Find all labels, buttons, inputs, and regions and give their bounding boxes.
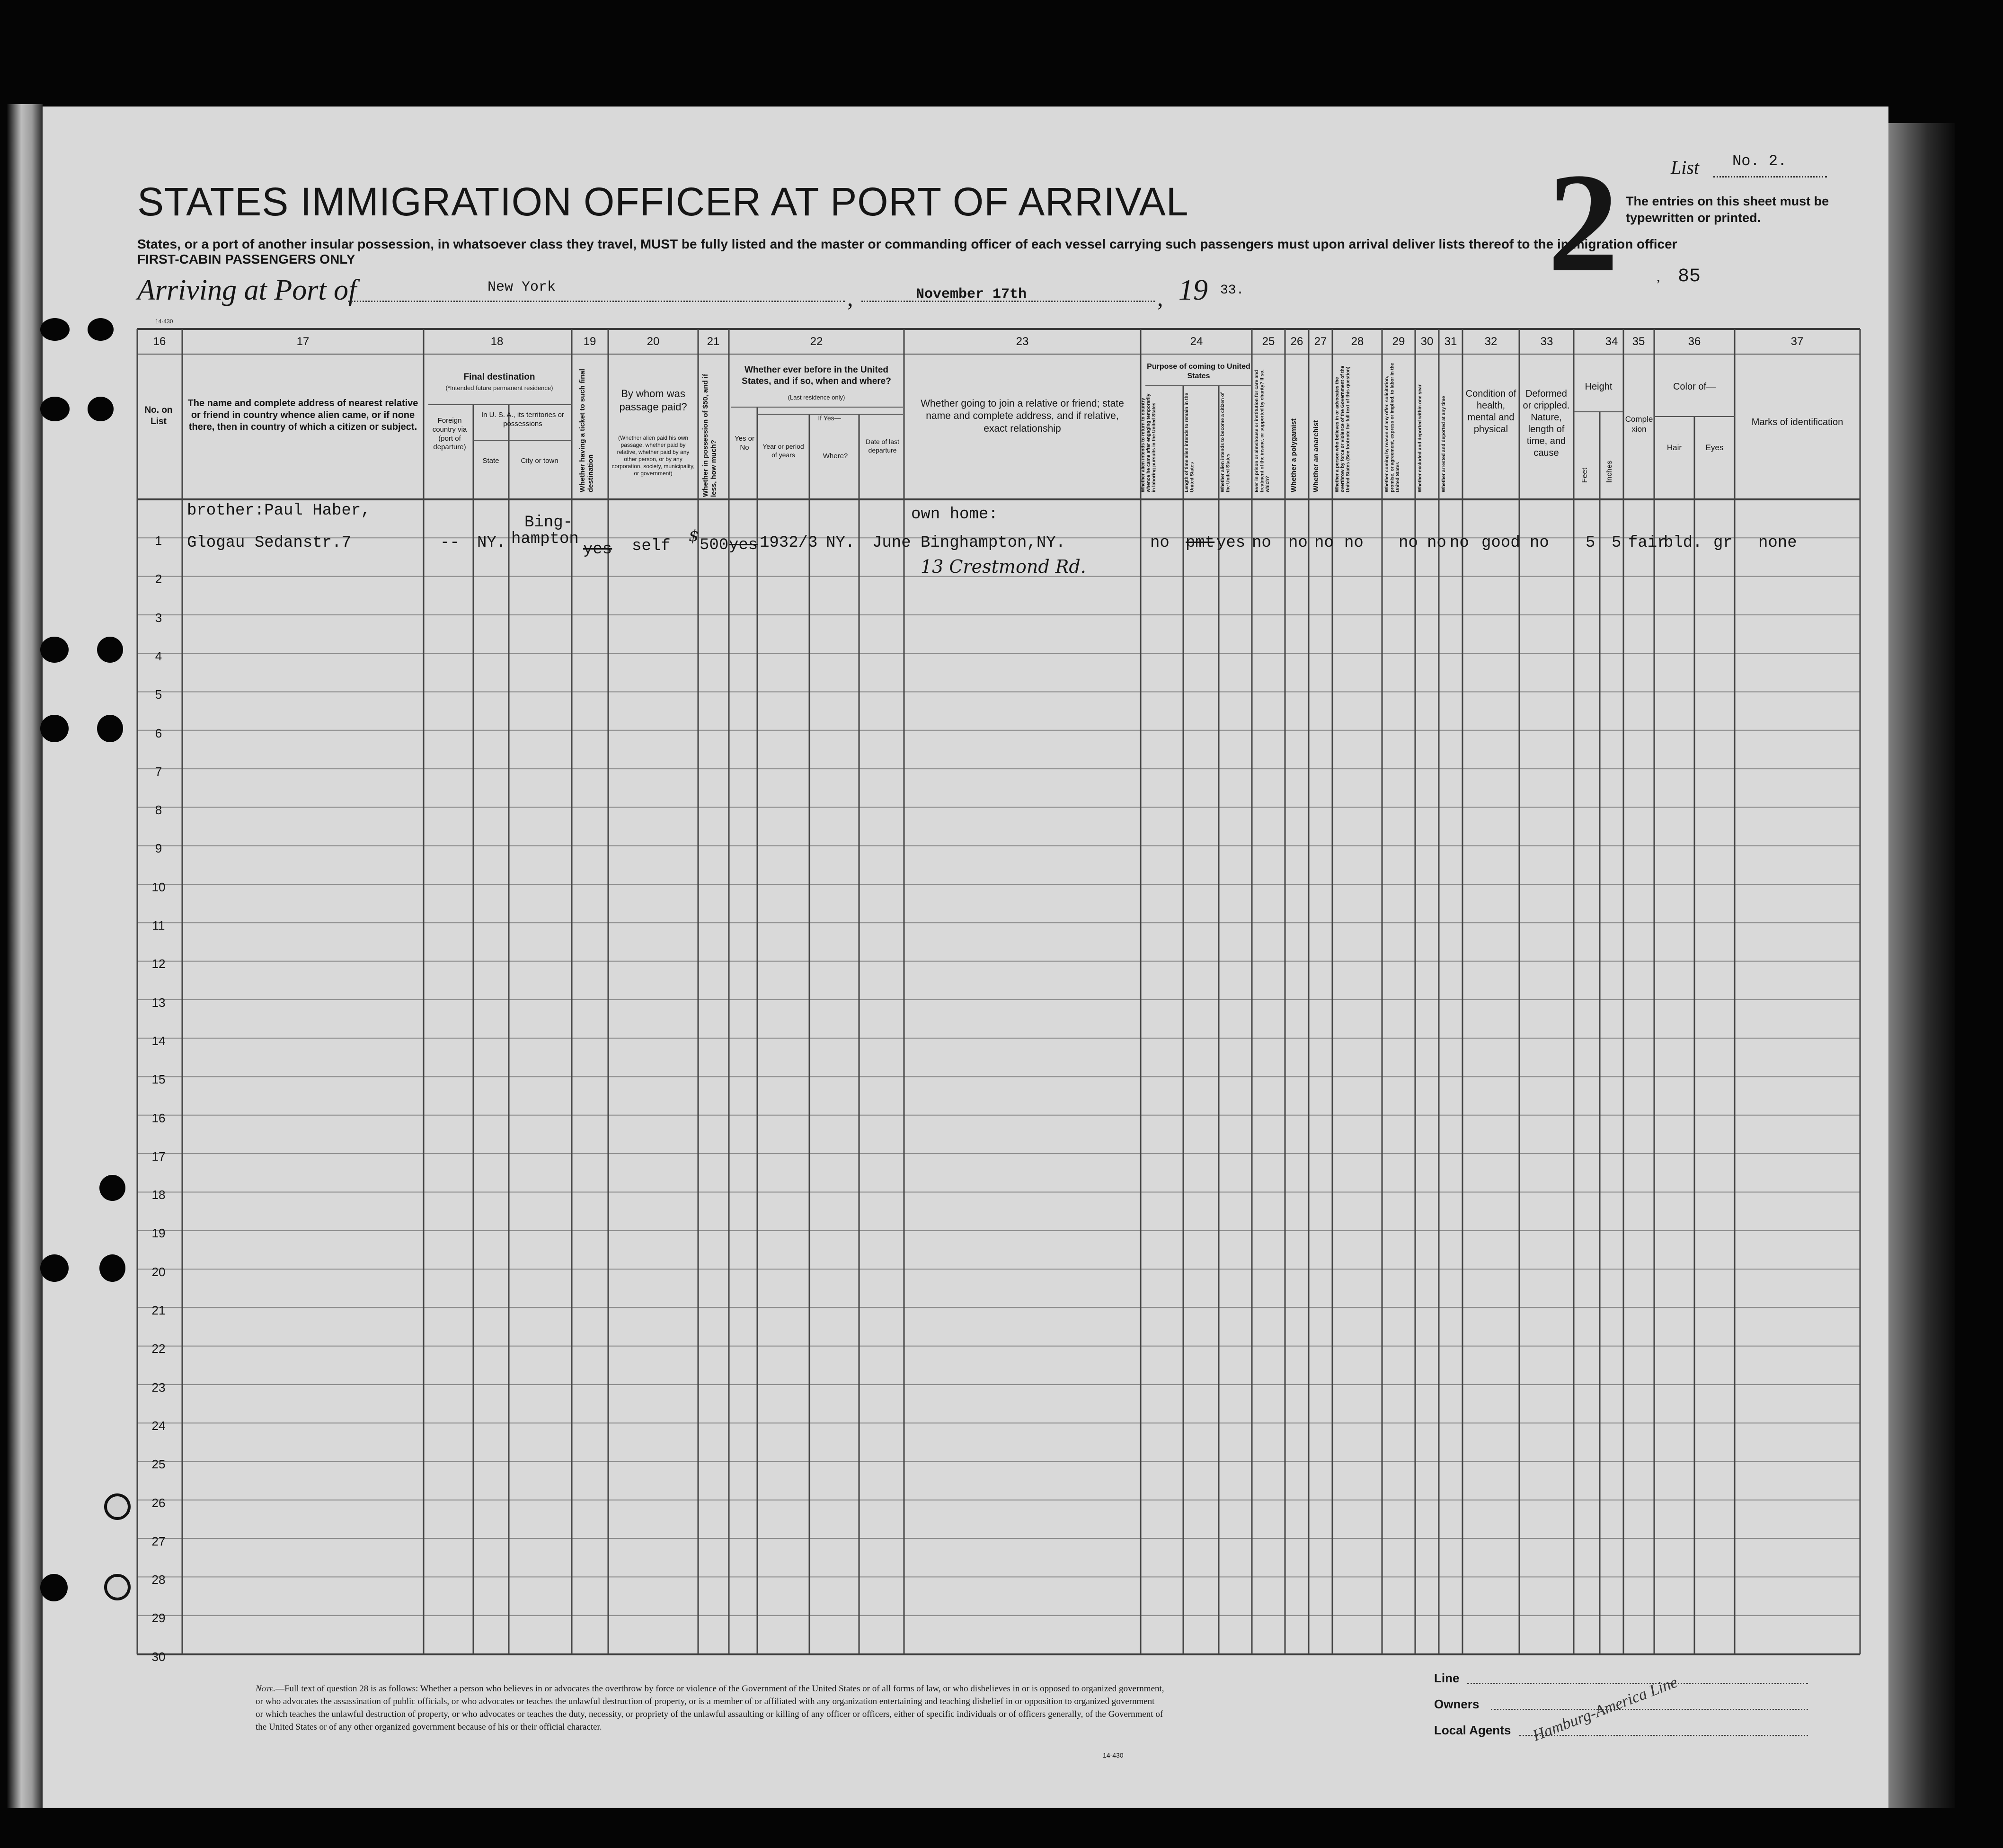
header-money: Whether in possession of $50, and if less, how much? bbox=[701, 373, 718, 497]
arriving-label: Arriving at Port of bbox=[137, 274, 357, 306]
entry-join-line1: own home: bbox=[911, 506, 998, 524]
row-number: 9 bbox=[155, 841, 162, 856]
entry-deformed: no bbox=[1530, 534, 1549, 552]
header-passage-paid: By whom was passage paid? bbox=[619, 388, 687, 413]
row-number: 28 bbox=[151, 1573, 166, 1587]
column-number: 19 bbox=[583, 335, 596, 348]
entry-state: NY. bbox=[477, 534, 506, 552]
entry-health: good bbox=[1481, 534, 1520, 552]
header-yes-no: Yes or No bbox=[735, 435, 754, 452]
row-number: 27 bbox=[151, 1534, 166, 1548]
header-prison: Ever in prison or almshouse or institution for care and treatment of the insane, or supported by charity? If so, which? bbox=[1254, 369, 1270, 492]
row-number: 7 bbox=[155, 764, 162, 779]
entry-inches: 5 bbox=[1612, 534, 1622, 552]
header-anarchist: Whether an anarchist bbox=[1312, 420, 1320, 492]
comma-mark: , bbox=[1657, 269, 1660, 284]
entry-foreign-country: -- bbox=[440, 534, 460, 552]
list-value: No. 2. bbox=[1732, 152, 1787, 170]
column-number: 28 bbox=[1351, 335, 1364, 348]
form-code: 14-430 bbox=[155, 318, 173, 325]
header-deformed: Deformed or crippled. Nature, length of time, and cause bbox=[1523, 389, 1570, 458]
column-number: 24 bbox=[1190, 335, 1203, 348]
header-marks: Marks of identification bbox=[1751, 417, 1843, 427]
column-number: 16 bbox=[153, 335, 166, 348]
entry-overthrow: no bbox=[1344, 534, 1364, 552]
entry-length: pmt bbox=[1186, 534, 1215, 552]
entry-citizen: yes bbox=[1216, 534, 1246, 552]
header-period: Year or period of years bbox=[762, 443, 804, 459]
row-number: 5 bbox=[155, 687, 162, 702]
entry-money: 500 bbox=[700, 536, 729, 554]
header-feet: Feet bbox=[1581, 467, 1589, 483]
port-value: New York bbox=[487, 279, 556, 295]
line-field bbox=[1467, 1683, 1808, 1684]
list-label: List bbox=[1671, 157, 1700, 178]
entry-polygamist: no bbox=[1288, 534, 1308, 552]
column-number: 17 bbox=[296, 335, 310, 348]
column-number: 36 bbox=[1688, 335, 1701, 348]
note-text: —Full text of question 28 is as follows: Whether a person who believes in or advocates the overthrow by force or violence of the Government of the United States or of all forms of law, or who disbelieves in or is opposed to organized government, or who advocates the assassination of public officials, or who advocates or teaches the unlawful destruction of property, or is a member of or affiliated with any organization entertaining and teaching disbelief in or opposition to organized government or which teaches the unlawful destruction of property, or who advocates or teaches the duty, necessity, or propriety of the unlawful assaulting or killing of any officer or officers, either of specific individuals or of officers generally, of the Government of the United States or of any other organized government because of his or their official character. bbox=[256, 1684, 1164, 1732]
header-purpose: Purpose of coming to United States bbox=[1147, 363, 1250, 380]
entry-arrested: no bbox=[1450, 534, 1469, 552]
row-number: 22 bbox=[151, 1342, 166, 1356]
owners-field bbox=[1491, 1709, 1808, 1710]
header-class: FIRST-CABIN PASSENGERS ONLY bbox=[137, 252, 355, 267]
header-excluded: Whether excluded and deported within one year bbox=[1418, 384, 1423, 492]
entry-departure: June bbox=[872, 534, 911, 552]
header-ever-in-us: Whether ever before in the United States, and if so, when and where? bbox=[742, 365, 891, 386]
row-number: 3 bbox=[155, 610, 162, 625]
footer-form-code: 14-430 bbox=[1103, 1751, 1124, 1759]
header-purpose-length: Length of time alien intends to remain in the United States bbox=[1184, 392, 1195, 492]
entry-anarchist: no bbox=[1314, 534, 1334, 552]
entry-relative-line1: brother:Paul Haber, bbox=[187, 502, 371, 520]
entry-complexion: fair bbox=[1628, 534, 1667, 552]
line-label: Line bbox=[1434, 1671, 1460, 1685]
entry-join-line2: Binghampton,NY. bbox=[921, 534, 1066, 552]
column-number: 27 bbox=[1314, 335, 1327, 348]
column-number: 23 bbox=[1016, 335, 1029, 348]
header-offer: Whether coming by reason of any offer, solicitation, promise, or agreement, express or implied, to labor in the United States bbox=[1384, 363, 1400, 492]
header-complexion: Complexion bbox=[1625, 415, 1653, 434]
header-color-of: Color of— bbox=[1673, 382, 1716, 392]
header-final-destination: Final destination bbox=[463, 372, 535, 382]
entry-city-line1: Bing- bbox=[524, 514, 573, 532]
entry-return-home: no bbox=[1150, 534, 1170, 552]
header-foreign-country: Foreign country via (port of departure) bbox=[432, 417, 467, 452]
row-number: 8 bbox=[155, 803, 162, 817]
header-state: State bbox=[482, 457, 499, 465]
header-arrested: Whether arrested and deported at any time bbox=[1441, 396, 1446, 492]
column-number: 21 bbox=[707, 335, 720, 348]
page-title: STATES IMMIGRATION OFFICER AT PORT OF ARRIVAL bbox=[137, 179, 1189, 224]
header-where: Where? bbox=[823, 452, 848, 460]
header-city: City or town bbox=[521, 457, 558, 465]
row-number: 12 bbox=[151, 957, 166, 971]
row-number: 6 bbox=[155, 726, 162, 740]
row-number: 30 bbox=[151, 1649, 166, 1664]
header-hair: Hair bbox=[1666, 443, 1682, 452]
page-reference: 85 bbox=[1678, 266, 1701, 287]
row-number: 17 bbox=[151, 1149, 166, 1164]
entry-money-yes: yes bbox=[729, 536, 758, 554]
row-number: 26 bbox=[151, 1495, 166, 1510]
header-departure-date: Date of last departure bbox=[866, 438, 899, 454]
header-no-on-list: No. on List bbox=[144, 405, 173, 426]
shipping-line-stamp: Hamburg-America Line bbox=[1530, 1673, 1680, 1745]
entry-prison: no bbox=[1252, 534, 1271, 552]
column-number: 26 bbox=[1290, 335, 1303, 348]
year-suffix: 33. bbox=[1220, 283, 1244, 298]
column-number: 20 bbox=[647, 335, 660, 348]
row-number: 24 bbox=[151, 1418, 166, 1433]
column-number: 25 bbox=[1262, 335, 1275, 348]
header-passage-paid-sub: (Whether alien paid his own passage, whether paid by relative, whether paid by any other person, or by any corporation, society, municipality, or government) bbox=[612, 435, 695, 477]
comma-mark: , bbox=[1157, 284, 1163, 311]
entry-marks: none bbox=[1758, 534, 1797, 552]
row-number: 18 bbox=[151, 1188, 166, 1202]
entry-ticket: yes bbox=[583, 541, 612, 559]
entry-where: NY. bbox=[826, 534, 855, 552]
entry-eyes: gr bbox=[1713, 534, 1733, 552]
column-number: 33 bbox=[1540, 335, 1553, 348]
header-overthrow: Whether a person who believes in or advocates the overthrow by force or violence of the Government of the United States (See footnote for full text of this question) bbox=[1335, 365, 1351, 492]
header-purpose-citizen: Whether alien intends to become a citizen of the United States bbox=[1220, 392, 1231, 492]
header-ever-in-us-sub: (Last residence only) bbox=[788, 394, 845, 401]
row-number: 29 bbox=[151, 1611, 166, 1626]
row-number: 10 bbox=[151, 880, 166, 894]
header-instruction: States, or a port of another insular possession, in whatsoever class they travel, MUST be fully listed and the master or commanding officer of each vessel carrying such passengers must upon arrival deliver lists thereof to the immigration officer bbox=[137, 237, 1677, 251]
column-number: 31 bbox=[1444, 335, 1457, 348]
row-number: 11 bbox=[152, 918, 165, 933]
row-number: 15 bbox=[151, 1072, 166, 1087]
year-prefix: 19 bbox=[1179, 274, 1208, 306]
header-if-yes: If Yes— bbox=[818, 414, 841, 422]
entry-hair: bld. bbox=[1664, 534, 1702, 552]
entry-excluded: no bbox=[1427, 534, 1446, 552]
header-inches: Inches bbox=[1605, 460, 1613, 483]
comma-mark: , bbox=[847, 284, 853, 311]
column-number: 30 bbox=[1420, 335, 1434, 348]
header-ticket: Whether having a ticket to such final destination bbox=[578, 369, 595, 492]
header-height: Height bbox=[1585, 382, 1613, 392]
row-number: 13 bbox=[151, 995, 166, 1010]
sheet-number: 2 bbox=[1548, 144, 1619, 301]
row-number: 19 bbox=[151, 1226, 166, 1241]
entry-feet: 5 bbox=[1586, 534, 1595, 552]
header-eyes: Eyes bbox=[1705, 443, 1724, 452]
entry-paid-by: self bbox=[632, 537, 671, 555]
row-number: 2 bbox=[155, 572, 162, 586]
row-number: 14 bbox=[151, 1033, 166, 1048]
row-number: 1 bbox=[155, 533, 162, 548]
entry-city-line2: hampton bbox=[511, 530, 579, 548]
column-number: 32 bbox=[1484, 335, 1498, 348]
column-number: 34 bbox=[1605, 335, 1618, 348]
row-number: 23 bbox=[151, 1380, 166, 1395]
row-number: 16 bbox=[151, 1111, 166, 1125]
column-number: 22 bbox=[810, 335, 823, 348]
column-number: 35 bbox=[1632, 335, 1645, 348]
header-purpose-return: Whether alien intends to return to country whence he came after engaging temporarily in laboring pursuits in the United States bbox=[1141, 393, 1157, 492]
entry-period: 1932/3 bbox=[760, 534, 818, 552]
header-polygamist: Whether a polygamist bbox=[1290, 418, 1298, 492]
agents-label: Local Agents bbox=[1434, 1723, 1511, 1737]
footnote bbox=[256, 1683, 1164, 1734]
entry-money-mark: $ bbox=[689, 526, 699, 545]
column-number: 18 bbox=[490, 335, 504, 348]
entry-join-handwritten: 13 Crestmond Rd. bbox=[921, 556, 1086, 577]
header-health: Condition of health, mental and physical bbox=[1465, 389, 1516, 435]
entry-offer: no bbox=[1399, 534, 1418, 552]
header-join-relative: Whether going to join a relative or friend; state name and complete address, and if relative, exact relationship bbox=[921, 398, 1124, 434]
header-final-destination-sub: (*Intended future permanent residence) bbox=[445, 384, 553, 391]
column-number: 37 bbox=[1790, 335, 1804, 348]
header-in-usa: In U. S. A., its territories or possessions bbox=[481, 411, 565, 428]
sheet-instructions: The entries on this sheet must be typewritten or printed. bbox=[1626, 194, 1829, 225]
date-value: November 17th bbox=[916, 286, 1027, 302]
column-number: 29 bbox=[1392, 335, 1405, 348]
row-number: 25 bbox=[151, 1457, 166, 1472]
row-number: 20 bbox=[151, 1264, 166, 1279]
row-number: 21 bbox=[151, 1303, 166, 1317]
owners-label: Owners bbox=[1434, 1697, 1480, 1711]
row-number: 4 bbox=[155, 649, 162, 663]
note-label: Note. bbox=[256, 1684, 275, 1694]
header-relative-address: The name and complete address of nearest relative or friend in country whence alien came, or if none there, then in country of which a citizen or subject. bbox=[187, 398, 418, 432]
entry-relative-line2: Glogau Sedanstr.7 bbox=[187, 534, 351, 552]
